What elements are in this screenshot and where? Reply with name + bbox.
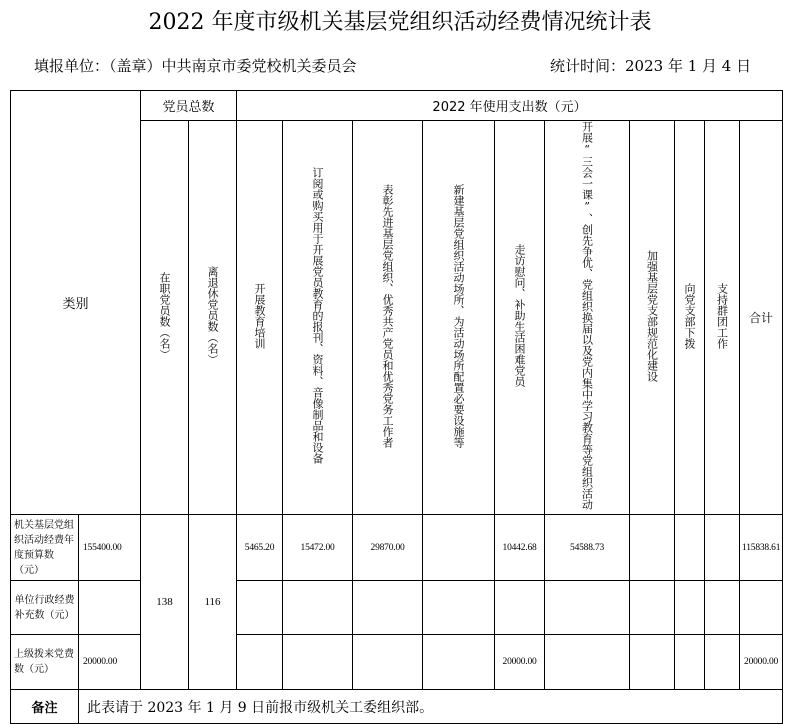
col-commendation-label: 表彰先进基层党组织、优秀共产党员和优秀党务工作者	[381, 183, 395, 448]
table-cell: 20000.00	[740, 635, 783, 690]
col-venues-label: 新建基层党组织活动场所、为活动场所配置必要设施等	[452, 183, 466, 448]
col-activities-label: 开展“三会一课”、创先争优、党组织换届以及党内集中学习教育等党组织活动	[580, 121, 594, 510]
table-cell	[495, 581, 545, 635]
table-row	[11, 515, 783, 581]
row-amount: 155400.00	[79, 515, 141, 581]
header-row-1	[11, 91, 783, 121]
row-label: 单位行政经费补充数（元）	[11, 581, 79, 635]
col-retired-label: 离退休党员数（名）	[206, 266, 220, 365]
table-cell	[237, 635, 283, 690]
members-header: 党员总数	[141, 91, 237, 121]
note-row	[11, 690, 783, 724]
table-cell	[675, 515, 705, 581]
table-cell	[423, 635, 495, 690]
col-education-label: 开展教育培训	[253, 282, 267, 349]
col-standardization-label: 加强基层党支部规范化建设	[645, 249, 659, 382]
table-cell	[237, 581, 283, 635]
col-in-service-label: 在职党员数（名）	[158, 271, 172, 360]
table-cell: 10442.68	[495, 515, 545, 581]
note-label: 备注	[11, 690, 79, 724]
table-row	[11, 635, 783, 690]
table-cell	[423, 515, 495, 581]
note-text: 此表请于 2023 年 1 月 9 日前报市级机关工委组织部。	[79, 690, 783, 724]
table-cell	[545, 581, 630, 635]
table-cell: 20000.00	[495, 635, 545, 690]
table-cell: 54588.73	[545, 515, 630, 581]
table-cell: 5465.20	[237, 515, 283, 581]
col-visits	[495, 121, 545, 515]
col-publications	[283, 121, 353, 515]
col-retired	[189, 121, 237, 515]
row-label: 机关基层党组织活动经费年度预算数（元）	[11, 515, 79, 581]
table-cell	[630, 635, 675, 690]
row-amount: 20000.00	[79, 635, 141, 690]
category-header: 类别	[11, 91, 141, 515]
table-cell	[423, 581, 495, 635]
table-cell	[283, 635, 353, 690]
col-commendation	[353, 121, 423, 515]
col-visits-label: 走访慰问、补助生活困难党员	[513, 244, 527, 387]
statistics-table	[10, 90, 783, 724]
table-cell: 115838.61	[740, 515, 783, 581]
stat-time: 统计时间：2023 年 1 月 4 日	[550, 57, 752, 75]
col-in-service	[141, 121, 189, 515]
row-amount	[79, 581, 141, 635]
col-standardization	[630, 121, 675, 515]
col-venues	[423, 121, 495, 515]
table-cell	[630, 515, 675, 581]
col-total: 合计	[740, 121, 783, 515]
table-cell: 29870.00	[353, 515, 423, 581]
table-row	[11, 581, 783, 635]
table-cell	[630, 581, 675, 635]
retired-count: 116	[189, 515, 237, 690]
table-cell	[353, 635, 423, 690]
table-cell	[283, 581, 353, 635]
expense-header: 2022 年使用支出数（元）	[237, 91, 783, 121]
table-cell	[353, 581, 423, 635]
col-mass-org-label: 支持群团工作	[715, 282, 729, 349]
col-branch-allocation	[675, 121, 705, 515]
table-cell	[675, 581, 705, 635]
table-cell	[675, 635, 705, 690]
col-activities	[545, 121, 630, 515]
col-education	[237, 121, 283, 515]
table-cell	[705, 635, 740, 690]
col-branch-allocation-label: 向党支部下拨	[683, 282, 697, 349]
table-cell	[545, 635, 630, 690]
col-mass-org	[705, 121, 740, 515]
reporting-unit: 填报单位：（盖章）中共南京市委党校机关委员会	[34, 57, 357, 75]
table-cell: 15472.00	[283, 515, 353, 581]
table-cell	[740, 581, 783, 635]
page-title: 2022 年度市级机关基层党组织活动经费情况统计表	[148, 10, 652, 35]
table-cell	[705, 515, 740, 581]
table-cell	[705, 581, 740, 635]
in-service-count: 138	[141, 515, 189, 690]
row-label: 上级拨来党费数（元）	[11, 635, 79, 690]
col-publications-label: 订阅或购买用于开展党员教育的报刊、资料、音像制品和设备	[311, 167, 325, 464]
